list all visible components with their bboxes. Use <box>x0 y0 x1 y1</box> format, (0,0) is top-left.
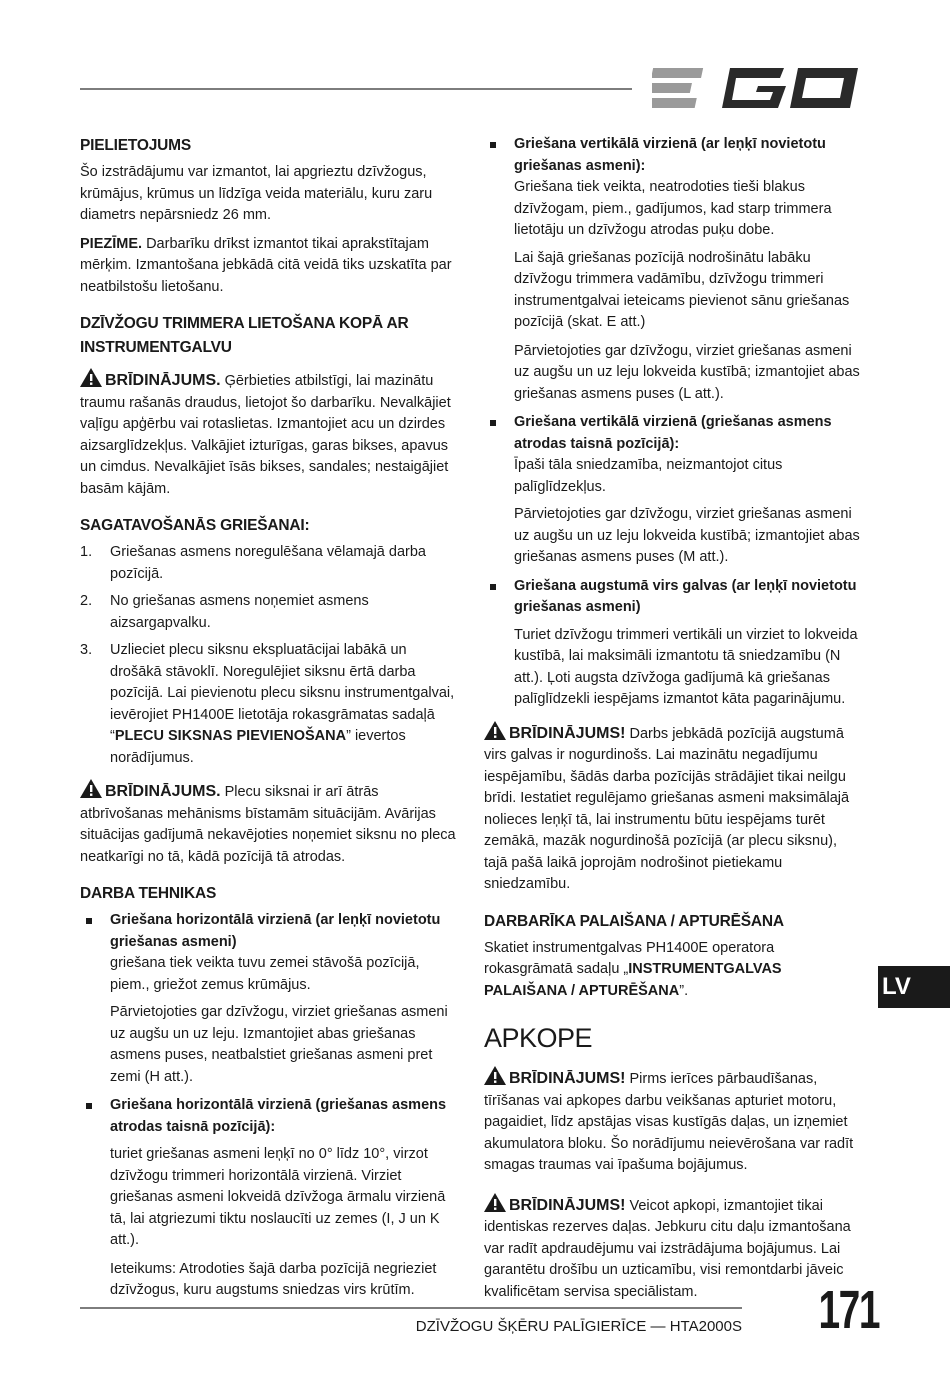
start-stop-text-bold: INSTRUMENTGALVAS PALAIŠANA / APTURĒŠANA <box>484 961 782 999</box>
warning-text: Ģērbieties atbilstīgi, lai mazinātu traumu rašanās draudus, lietojot šo darbarīku. Nevalkājiet vaļīgu apģērbu vai rotaslietas. Izmantojiet acu un dzirdes aizsarglīdzekļus. Valkājiet izturīgas, garas bikses, apavus un cimdus. Nevalkājiet īsās bikses, sandales; nestaigājiet basām kājām. <box>80 373 451 497</box>
ego-logo <box>652 64 862 112</box>
bullet-subtext: Pārvietojoties gar dzīvžogu, virziet griešanas asmeni uz augšu un uz leju. Izmantojiet abas griešanas asmens puses, neatbalstiet griešanas asmeni pret zemi (H att.). <box>110 1004 448 1085</box>
warning-triangle-icon <box>80 368 102 387</box>
bullet-subtext: Pārvietojoties gar dzīvžogu, virziet griešanas asmeni uz augšu un uz leju lokveida kustībā; izmantojiet abas griešanas asmens puses (L att.). <box>514 342 860 402</box>
bullet-title: Griešana horizontālā virzienā (griešanas asmens atrodas taisnā pozīcijā): <box>110 1097 447 1135</box>
item-number: 1. <box>80 544 93 560</box>
bullet-item <box>484 134 864 242</box>
warning-label: BRĪDINĀJUMS! <box>509 1070 626 1087</box>
techniques-heading: DARBA TEHNIKAS <box>80 885 217 902</box>
item-text: No griešanas asmens noņemiet asmens aizsargapvalku. <box>110 593 369 631</box>
list-item <box>80 591 458 634</box>
bullet-title: Griešana horizontālā virzienā (ar leņķī novietotu griešanas asmeni) <box>110 912 441 950</box>
item-number: 2. <box>80 593 93 609</box>
header-rule <box>80 88 632 90</box>
bullet-item <box>484 576 864 619</box>
language-tab: LV <box>878 966 950 1008</box>
maintenance-heading: APKOPE <box>484 1023 593 1053</box>
right-column <box>484 134 864 1310</box>
bullet-square-icon <box>490 584 496 590</box>
strap-warning <box>80 779 458 868</box>
bullet-title: Griešana vertikālā virzienā (griešanas asmens atrodas taisnā pozīcijā): <box>514 414 832 452</box>
warning-text: Darbs jebkādā pozīcijā augstumā virs galvas ir nogurdinošs. Lai mazinātu negadījumu iespējamību, šādās darba pozīcijās strādājiet tikai neilgu brīdi. Iestatiet regulējamo griešanas asmeni maksimālajā nolieces leņķī tā, lai instrumentu būtu iespējams turēt zemākā, mazāk nogurdinošā pozīcijā (ar plecu siksnu), tajā pašā laikā joprojām nodrošinot pietiekamu sniedzamību. <box>484 725 850 892</box>
bullet-text: Griešana tiek veikta, neatrodoties tieši blakus dzīvžogam, piem., gadījumos, kad starp trimmera lietotāju un dzīvžogu atrodas puķu dobe. <box>514 179 832 238</box>
bullet-text: Īpaši tāla sniedzamība, neizmantojot citus palīglīdzekļus. <box>514 457 783 495</box>
start-stop-heading: DARBARĪKA PALAIŠANA / APTURĒŠANA <box>484 912 784 930</box>
bullet-text: griešana tiek veikta tuvu zemei stāvošā pozīcijā, piem., griežot zemus krūmājus. <box>110 955 420 993</box>
item-number: 3. <box>80 642 93 658</box>
prep-heading: SAGATAVOŠANĀS GRIEŠANAI: <box>80 517 310 534</box>
usage-heading: PIELIETOJUMS <box>80 137 192 154</box>
start-stop-text-a: Skatiet instrumentgalvas PH1400E operatora rokasgrāmatā sadaļu „ <box>484 939 775 977</box>
warning-triangle-icon <box>484 1193 506 1212</box>
bullet-square-icon <box>86 1103 92 1109</box>
bullet-title: Griešana augstumā virs galvas (ar leņķī novietotu griešanas asmeni) <box>514 577 857 615</box>
left-column <box>80 134 458 1309</box>
maintenance-warning-1 <box>484 1066 864 1177</box>
note-label: PIEZĪME. <box>80 235 143 252</box>
footer-title: DZĪVŽOGU ŠĶĒRU PALĪGIERĪCE — HTA2000S <box>415 1318 742 1335</box>
maintenance-warning-2 <box>484 1193 864 1304</box>
warning-label: BRĪDINĀJUMS. <box>105 783 221 800</box>
bullet-square-icon <box>490 420 496 426</box>
usage-note <box>80 234 458 299</box>
page-number: 171 <box>818 1280 880 1340</box>
bullet-square-icon <box>86 918 92 924</box>
list-item <box>80 542 458 585</box>
warning-triangle-icon <box>484 1066 506 1085</box>
clothing-warning <box>80 368 458 500</box>
overhead-warning <box>484 721 864 896</box>
bullet-item <box>80 910 458 996</box>
warning-text: Veicot apkopi, izmantojiet tikai identiskas rezerves daļas. Jebkuru citu daļu izmantošana var radīt apdraudējumu vai izstrādājuma bojājumus. Lai garantētu drošību un uzticamību, visi remontdarbi jāveic kvalificētam servisa speciālistam. <box>484 1197 851 1300</box>
start-stop-text-b: ”. <box>679 982 689 999</box>
bullet-item <box>80 1095 458 1138</box>
item-text-bold: PLECU SIKSNAS PIEVIENOŠANA <box>114 728 347 744</box>
bullet-subtext: Ieteikums: Atrodoties šajā darba pozīcijā negrieziet dzīvžogus, kuru augstums sniedzas virs krūtīm. <box>110 1260 437 1298</box>
bullet-subtext: Pārvietojoties gar dzīvžogu, virziet griešanas asmeni uz augšu un uz leju lokveida kustībā; izmantojiet abas griešanas asmens puses (M att.). <box>514 506 860 565</box>
warning-text: Plecu siksnai ir arī ātrās atbrīvošanas mehānisms bīstamām situācijām. Avārijas situācijas gadījumā nekavējoties noņemiet siksnu no pleca neatkarīgi no tā, kādā pozīcijā tā atrodas. <box>80 784 456 865</box>
note-text: Darbarīku drīkst izmantot tikai aprakstītajam mērķim. Izmantošana jebkādā citā veidā tiks uzskatīta par neatbilstošu lietošanu. <box>80 235 452 295</box>
item-text: ” ievertos norādījumus. <box>110 728 406 766</box>
usage-text: Šo izstrādājumu var izmantot, lai apgrieztu dzīvžogus, krūmājus, krūmus un līdzīga veida materiālu, kuru zaru diametrs nepārsniedz 26 mm. <box>80 164 433 223</box>
warning-text: Pirms ierīces pārbaudīšanas, tīrīšanas vai apkopes darbu veikšanas apturiet motoru, pagaidiet, līdz apstājas visas kustīgās daļas, un izņemiet akumulatora bloku. Šo norādījumu neievērošana var radīt smagas traumas vai īpašuma bojājumus. <box>484 1071 854 1173</box>
item-text: Griešanas asmens noregulēšana vēlamajā darba pozīcijā. <box>110 544 426 582</box>
bullet-item <box>484 412 864 498</box>
warning-label: BRĪDINĀJUMS! <box>509 724 626 742</box>
bullet-title: Griešana vertikālā virzienā (ar leņķī novietotu griešanas asmeni): <box>514 136 826 174</box>
bullet-subtext: turiet griešanas asmeni leņķī no 0° līdz 10°, virzot dzīvžogu trimmeri horizontālā virzienā. Virziet griešanas asmeni lokveidā dzīvžoga ārmalu virzienā tā, lai atgriezumi tiktu noslaucīti uz zemes (I, J un K att.). <box>110 1146 446 1248</box>
warning-triangle-icon <box>484 721 506 740</box>
footer-rule <box>80 1307 742 1309</box>
list-item <box>80 640 458 769</box>
item-text: Uzlieciet plecu siksnu ekspluatācijai labākā un drošākā stāvoklī. Noregulējiet siksnu ērtā darba pozīcijā. Lai pievienotu plecu siksnu instrumentgalvai, ievērojiet PH1400E lietotāja rokasgrāmatas sadaļā “ <box>110 642 455 744</box>
with-head-heading: DZĪVŽOGU TRIMMERA LIETOŠANA KOPĀ AR INSTRUMENTGALVU <box>80 315 409 356</box>
bullet-subtext: Lai šajā griešanas pozīcijā nodrošinātu labāku dzīvžogu trimmera vadāmību, dzīvžogu trimmeri instrumentgalvai ieteicams pievienot sānu griešanas pozīcijā (skat. E att.) <box>514 249 850 330</box>
warning-triangle-icon <box>80 779 102 798</box>
bullet-subtext: Turiet dzīvžogu trimmeri vertikāli un virziet to lokveida kustībā, lai maksimāli izmantotu tā sniedzamību (N att.). Ļoti augsta dzīvžoga gadījumā kā griešanas palīglīdzekli iespējams izmantot kāta pagarinājumu. <box>514 626 858 707</box>
bullet-square-icon <box>490 142 496 148</box>
start-stop-text <box>484 938 864 1003</box>
warning-label: BRĪDINĀJUMS! <box>509 1196 626 1214</box>
warning-label: BRĪDINĀJUMS. <box>105 372 221 389</box>
